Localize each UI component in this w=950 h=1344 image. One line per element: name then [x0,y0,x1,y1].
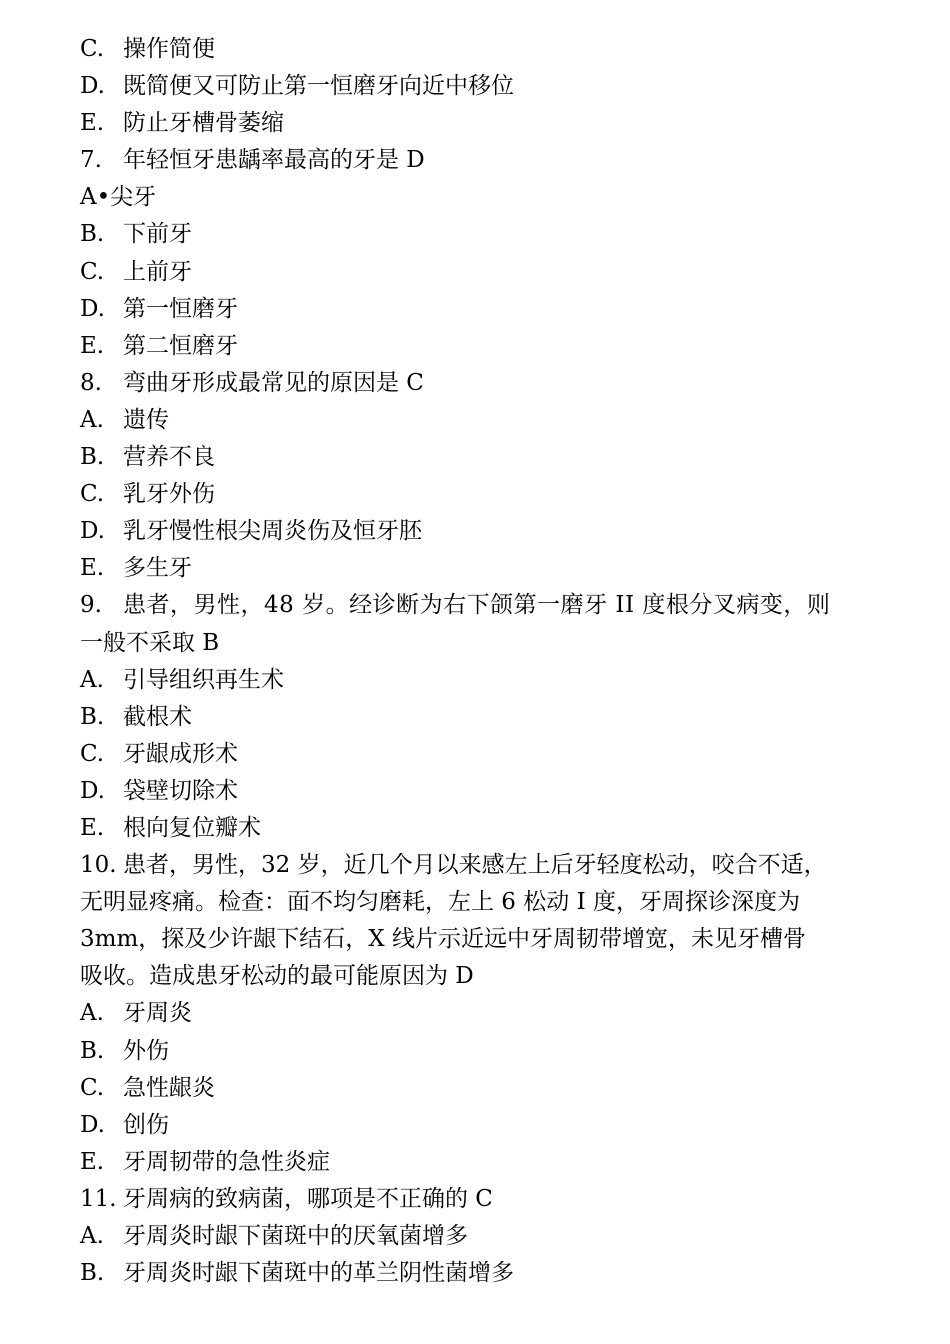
option-label: E. [80,555,105,582]
option-text: 下前牙 [123,221,192,248]
option-line [80,1033,888,1070]
question-line [80,847,888,884]
option-label: A. [80,1000,104,1027]
option-line [80,699,888,736]
option-label: C. [80,740,105,767]
option-line [80,1255,888,1292]
question-line [80,1181,888,1218]
question-text: 牙周病的致病菌，哪项是不正确的 C [123,1185,493,1212]
question-text: 年轻恒牙患龋率最高的牙是 D [123,147,425,174]
option-text: 操作简便 [123,36,215,62]
question-number: 11. [80,1185,117,1212]
question-line [80,587,888,624]
option-line [80,254,888,291]
option-text: 引导组织再生术 [123,666,284,693]
question-number: 9. [80,592,102,619]
option-text: 营养不良 [123,444,215,471]
option-text: 既简便又可防止第一恒磨牙向近中移位 [123,73,514,100]
option-line [80,1107,888,1144]
option-label: E. [80,110,105,137]
option-text: 牙周炎时龈下菌斑中的厌氧菌增多 [123,1223,468,1249]
option-text: 乳牙慢性根尖周炎伤及恒牙胚 [123,518,422,545]
option-line [80,1218,888,1255]
question-line-continued [80,625,888,662]
option-line [80,1070,888,1107]
option-line [80,662,888,699]
question-text: 患者，男性，32 岁，近几个月以来感左上后牙轻度松动，咬合不适， [123,852,827,879]
option-label: B. [80,703,105,730]
question-number: 7. [80,147,102,174]
option-text: 第二恒磨牙 [123,332,238,359]
question-text: 无明显疼痛。检查：面不均匀磨耗，左上 6 松动 I 度，牙周探诊深度为 [80,889,800,916]
option-line [80,439,888,476]
option-text: 多生牙 [123,555,192,582]
option-label: B. [80,1037,105,1064]
option-label: E. [80,814,105,841]
question-text: 弯曲牙形成最常见的原因是 C [123,369,424,396]
option-line [80,68,888,105]
question-number: 8. [80,369,102,396]
option-text: 牙龈成形术 [123,740,238,767]
option-text: 牙周炎 [123,1000,192,1027]
question-line-continued [80,884,888,921]
question-text: 3mm，探及少许龈下结石，X 线片示近远中牙周韧带增宽，未见牙槽骨 [80,926,806,953]
option-text: 乳牙外伤 [123,481,215,508]
option-text: 根向复位瓣术 [123,814,261,841]
option-label: C. [80,36,105,62]
option-text: 牙周炎时龈下菌斑中的革兰阴性菌增多 [123,1260,514,1287]
option-label: C. [80,258,105,285]
option-line [80,995,888,1032]
option-text: 截根术 [123,703,192,730]
option-text: A•尖牙 [80,184,157,211]
option-text: 第一恒磨牙 [123,295,238,322]
option-line [80,476,888,513]
option-text: 遗传 [123,406,169,433]
option-label: B. [80,1260,105,1287]
option-line [80,179,888,216]
option-line [80,810,888,847]
option-text: 袋壁切除术 [123,777,238,804]
option-line [80,291,888,328]
question-number: 10. [80,852,117,879]
option-label: D. [80,73,105,100]
option-line [80,513,888,550]
document-page [80,31,888,1292]
option-line [80,550,888,587]
option-text: 外伤 [123,1037,169,1064]
option-line [80,216,888,253]
option-label: D. [80,518,105,545]
option-line [80,31,888,68]
question-text: 一般不采取 B [80,629,220,656]
option-label: D. [80,1111,105,1138]
option-label: B. [80,221,105,248]
question-text: 患者，男性，48 岁。经诊断为右下颌第一磨牙 II 度根分叉病变，则 [123,592,831,619]
question-text: 吸收。造成患牙松动的最可能原因为 D [80,963,474,990]
option-label: A. [80,1223,104,1249]
option-line [80,736,888,773]
option-line [80,773,888,810]
option-label: B. [80,444,105,471]
question-line [80,365,888,402]
option-text: 上前牙 [123,258,192,285]
question-line-continued [80,958,888,995]
option-line [80,328,888,365]
option-label: A. [80,666,104,693]
option-label: E. [80,1148,105,1175]
option-label: C. [80,481,105,508]
option-text: 防止牙槽骨萎缩 [123,110,284,137]
option-line [80,105,888,142]
question-line-continued [80,921,888,958]
option-text: 急性龈炎 [123,1074,215,1101]
option-line [80,402,888,439]
question-line [80,142,888,179]
option-label: D. [80,777,105,804]
option-label: D. [80,295,105,322]
option-text: 牙周韧带的急性炎症 [123,1148,330,1175]
option-text: 创伤 [123,1111,169,1138]
option-label: C. [80,1074,105,1101]
option-label: A. [80,406,104,433]
option-line [80,1144,888,1181]
option-label: E. [80,332,105,359]
